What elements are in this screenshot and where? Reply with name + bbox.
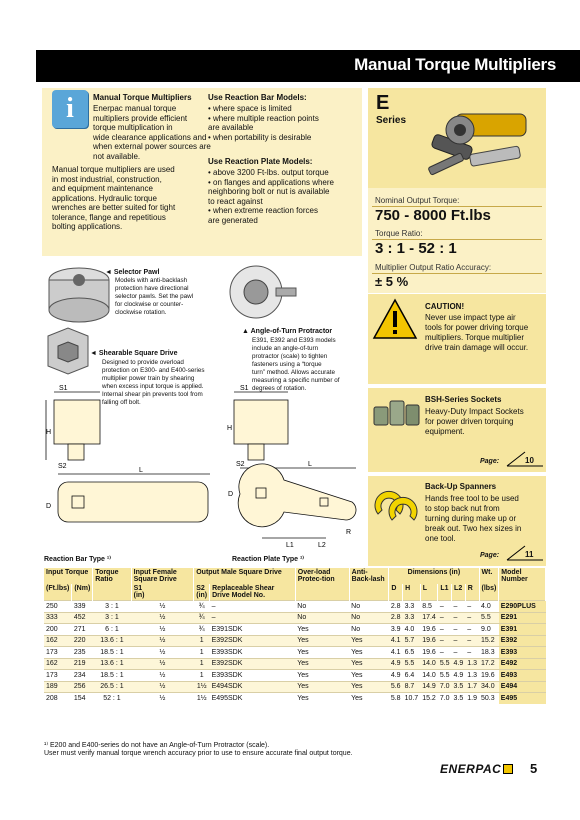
text-line: clockwise rotation. <box>115 309 167 316</box>
table-cell: 19.6 <box>420 624 438 636</box>
torque-ratio-label: Torque Ratio: <box>375 229 423 238</box>
text-line: degrees of rotation. <box>252 385 307 392</box>
table-cell: 13.6 : 1 <box>93 635 131 647</box>
sockets-image <box>372 395 422 433</box>
series-label: Series <box>376 115 407 126</box>
table-row <box>44 658 546 670</box>
table-cell: Yes <box>349 647 389 659</box>
model-number-cell: E493 <box>499 670 546 682</box>
table-row <box>44 601 546 613</box>
table-cell: 1 <box>194 670 210 682</box>
text-line: turning during make up or <box>425 514 517 523</box>
table-cell: E391SDK <box>210 624 296 636</box>
table-cell: 3 : 1 <box>93 601 131 613</box>
table-row <box>44 647 546 659</box>
table-cell: 5.5 <box>438 670 452 682</box>
table-cell: 1.3 <box>465 658 479 670</box>
bsh-page-label: Page: <box>480 458 500 465</box>
text-line: Internal shear pin prevents tool from <box>102 391 203 398</box>
col-overload: Over-load Protec-tion <box>295 568 349 601</box>
model-number-cell: E291 <box>499 612 546 624</box>
table-cell: 15.2 <box>420 693 438 705</box>
model-number-cell: E494 <box>499 681 546 693</box>
table-cell: 10.7 <box>403 693 421 705</box>
text-line: neighboring bolt or nut is available <box>208 187 330 196</box>
text-line: turn” method. Allows accurate <box>252 369 335 376</box>
dim-label-l2: L2 <box>318 542 326 549</box>
dim-label-d: D <box>46 503 52 510</box>
table-cell: 5.7 <box>403 635 421 647</box>
table-cell: Yes <box>295 635 349 647</box>
table-cell: 15.2 <box>479 635 499 647</box>
table-cell: Yes <box>295 693 349 705</box>
table-cell: 333 <box>44 612 72 624</box>
col-model: Model Number <box>499 568 546 601</box>
table-cell: 1 <box>194 647 210 659</box>
text-line: • on flanges and applications where <box>208 177 334 187</box>
text-line: break out. Two hex sizes in <box>425 524 522 533</box>
col-s1: S1 (in) <box>131 584 194 601</box>
table-cell: ½ <box>131 681 194 693</box>
table-cell: 3 : 1 <box>93 612 131 624</box>
table-cell: E393SDK <box>210 670 296 682</box>
table-cell: 173 <box>44 670 72 682</box>
backup-title: Back-Up Spanners <box>425 482 497 491</box>
accuracy-label: Multiplier Output Ratio Accuracy: <box>375 263 492 272</box>
col-lbs: (lbs) <box>479 584 499 601</box>
table-cell: 19.6 <box>479 670 499 682</box>
text-line: are available <box>208 123 254 132</box>
col-replaceable: Replaceable Shear Drive Model No. <box>210 584 296 601</box>
col-nm: (Nm) <box>72 584 93 601</box>
text-line: Never use impact type air <box>425 313 516 322</box>
table-cell: 4.9 <box>452 658 466 670</box>
bsh-title: BSH-Series Sockets <box>425 395 502 404</box>
table-cell: No <box>349 601 389 613</box>
table-cell: 173 <box>44 647 72 659</box>
table-cell: 162 <box>44 635 72 647</box>
dim-label-r: R <box>346 529 352 536</box>
table-row <box>44 681 546 693</box>
table-cell: 200 <box>44 624 72 636</box>
table-cell: 1.3 <box>465 670 479 682</box>
text-line: protection have directional <box>115 285 189 292</box>
protractor-image <box>222 262 298 326</box>
col-d: D <box>389 584 403 601</box>
table-cell: ½ <box>131 635 194 647</box>
text-line: equipment. <box>425 427 465 436</box>
text-line: and equipment maintenance <box>52 184 153 193</box>
table-cell: Yes <box>349 681 389 693</box>
text-line: are generated <box>208 215 258 225</box>
table-cell: ½ <box>131 693 194 705</box>
table-row <box>44 612 546 624</box>
table-cell: Yes <box>295 670 349 682</box>
col-l1: L1 <box>438 584 452 601</box>
selector-pawl-title: ◄ Selector Pawl <box>105 269 160 276</box>
table-cell: 6.4 <box>403 670 421 682</box>
table-cell: 17.2 <box>479 658 499 670</box>
text-line: multipliers provide efficient <box>93 113 188 123</box>
reaction-bar-heading: Use Reaction Bar Models: <box>208 93 307 102</box>
col-torque-ratio: Torque Ratio <box>93 568 131 601</box>
table-cell: 4.0 <box>403 624 421 636</box>
table-cell: 3.3 <box>403 601 421 613</box>
table-cell: 4.1 <box>389 635 403 647</box>
table-cell: 208 <box>44 693 72 705</box>
table-cell: 19.6 <box>420 647 438 659</box>
table-cell: 18.5 : 1 <box>93 647 131 659</box>
table-row <box>44 635 546 647</box>
multiplier-product-image <box>426 100 542 180</box>
table-cell: 8.7 <box>403 681 421 693</box>
table-cell: 13.6 : 1 <box>93 658 131 670</box>
table-cell: 1.7 <box>465 681 479 693</box>
model-number-cell: E393 <box>499 647 546 659</box>
table-cell: 1½ <box>194 681 210 693</box>
table-cell: – <box>452 612 466 624</box>
table-cell: 7.0 <box>438 693 452 705</box>
col-s2: S2 (in) <box>194 584 210 601</box>
table-cell: ½ <box>131 612 194 624</box>
text-line: for clockwise or counter- <box>115 301 184 308</box>
reaction-plate-heading: Use Reaction Plate Models: <box>208 157 313 166</box>
info-icon: i <box>52 90 88 128</box>
warning-icon <box>372 298 418 340</box>
model-number-cell: E492 <box>499 658 546 670</box>
text-line: drive train damage will occur. <box>425 343 529 352</box>
table-cell: 1.9 <box>465 693 479 705</box>
table-cell: ½ <box>131 647 194 659</box>
table-cell: No <box>295 601 349 613</box>
table-cell: 220 <box>72 635 93 647</box>
text-line: Designed to provide overload <box>102 359 184 366</box>
text-line: wrenches are better suited for tight <box>52 203 176 212</box>
table-cell: 17.4 <box>420 612 438 624</box>
col-h: H <box>403 584 421 601</box>
table-cell: 339 <box>72 601 93 613</box>
table-cell: 4.0 <box>479 601 499 613</box>
reaction-plate-drawing <box>226 384 366 552</box>
table-cell: 4.1 <box>389 647 403 659</box>
table-cell: 5.5 <box>479 612 499 624</box>
table-row <box>44 693 546 705</box>
table-cell: Yes <box>349 670 389 682</box>
table-cell: 3.5 <box>452 693 466 705</box>
text-line: to react against <box>208 196 263 206</box>
dim-label-l1: L1 <box>286 542 294 549</box>
table-cell: 8.5 <box>420 601 438 613</box>
model-number-cell: E495 <box>499 693 546 705</box>
text-line: tools for power driving torque <box>425 323 529 332</box>
text-line: Hands free tool to be used <box>425 494 519 503</box>
accuracy-value: ± 5 % <box>375 274 409 289</box>
table-cell: 14.0 <box>420 658 438 670</box>
info-title: Manual Torque Multipliers <box>93 93 192 102</box>
table-cell: 6 : 1 <box>93 624 131 636</box>
text-line: bolting applications. <box>52 222 123 231</box>
text-line: E391, E392 and E393 models <box>252 337 336 344</box>
text-line: applications. Hydraulic torque <box>52 193 157 203</box>
dim-label-l: L <box>308 461 312 468</box>
dim-label-s2: S2 <box>236 461 245 468</box>
table-cell: 4.9 <box>389 658 403 670</box>
text-line: in most industrial, construction, <box>52 174 162 184</box>
table-cell: 154 <box>72 693 93 705</box>
bsh-page-number[interactable]: 10 <box>525 456 534 465</box>
text-line: torque multiplication in <box>93 123 173 132</box>
table-cell: – <box>452 601 466 613</box>
col-dimensions: Dimensions (in) <box>389 568 479 584</box>
table-cell: No <box>349 612 389 624</box>
text-line: protection on E300- and E400-series <box>102 367 205 374</box>
text-line: • when portability is desirable <box>208 132 312 142</box>
table-cell: ¾ <box>194 624 210 636</box>
reaction-plate-caption: Reaction Plate Type ¹⁾ <box>232 556 304 563</box>
table-cell: 5.6 <box>389 681 403 693</box>
text-line: Manual torque multipliers are used <box>52 165 175 174</box>
table-cell: 9.0 <box>479 624 499 636</box>
text-line: • when extreme reaction forces <box>208 206 318 215</box>
table-cell: 4.9 <box>452 670 466 682</box>
table-cell: Yes <box>349 635 389 647</box>
table-cell: E495SDK <box>210 693 296 705</box>
dim-label-s1: S1 <box>59 385 68 392</box>
text-line: • where space is limited <box>208 104 292 113</box>
dim-label-d: D <box>228 491 234 498</box>
text-line: tolerance, flange and repetitious <box>52 212 166 222</box>
text-line: Enerpac manual torque <box>93 104 177 113</box>
table-cell: 250 <box>44 601 72 613</box>
protractor-title: ▲ Angle-of-Turn Protractor <box>242 328 333 335</box>
table-cell: 1 <box>194 658 210 670</box>
table-cell: 3.5 <box>452 681 466 693</box>
text-line: for power driven torquing <box>425 417 514 426</box>
table-cell: – <box>438 647 452 659</box>
text-line: when external power sources are <box>93 142 211 151</box>
col-l2: L2 <box>452 584 466 601</box>
series-letter: E <box>376 92 390 114</box>
table-cell: – <box>452 647 466 659</box>
table-cell: Yes <box>295 681 349 693</box>
table-cell: No <box>295 612 349 624</box>
model-number-cell: E290PLUS <box>499 601 546 613</box>
dim-label-l: L <box>139 467 143 474</box>
table-cell: E392SDK <box>210 635 296 647</box>
table-cell: – <box>465 601 479 613</box>
table-cell: 219 <box>72 658 93 670</box>
table-cell: Yes <box>349 693 389 705</box>
table-cell: 18.3 <box>479 647 499 659</box>
table-cell: 162 <box>44 658 72 670</box>
table-cell: – <box>438 635 452 647</box>
table-cell: No <box>349 624 389 636</box>
enerpac-logo: ENERPAC <box>440 762 513 776</box>
table-cell: 256 <box>72 681 93 693</box>
text-line: not available. <box>93 151 141 161</box>
table-cell: ½ <box>131 670 194 682</box>
table-cell: – <box>438 612 452 624</box>
table-cell: E393SDK <box>210 647 296 659</box>
table-row <box>44 624 546 636</box>
header-bar <box>0 50 580 82</box>
table-cell: 34.0 <box>479 681 499 693</box>
text-line: fasteners using a “torque <box>252 361 322 368</box>
brand-square-icon <box>503 764 513 774</box>
dim-label-s1: S1 <box>240 385 249 392</box>
col-input-female: Input Female Square Drive <box>131 568 194 584</box>
table-cell: 6.5 <box>403 647 421 659</box>
table-cell: ½ <box>131 658 194 670</box>
table-cell: 50.3 <box>479 693 499 705</box>
table-cell: 26.5 : 1 <box>93 681 131 693</box>
square-drive-image <box>44 324 92 378</box>
table-cell: Yes <box>295 658 349 670</box>
model-number-cell: E391 <box>499 624 546 636</box>
dim-label-s2: S2 <box>58 463 67 470</box>
col-input-torque: Input Torque <box>44 568 93 584</box>
table-cell: 4.9 <box>389 670 403 682</box>
text-line: • above 3200 Ft-lbs. output torque <box>208 168 329 177</box>
nominal-torque-value: 750 - 8000 Ft.lbs <box>375 207 491 224</box>
page-title: Manual Torque Multipliers <box>354 55 556 74</box>
table-cell: – <box>465 647 479 659</box>
table-cell: – <box>452 624 466 636</box>
text-line: measuring a specific number of <box>252 377 340 384</box>
col-wt: Wt. <box>479 568 499 584</box>
specifications-table <box>44 568 546 704</box>
table-cell: 52 : 1 <box>93 693 131 705</box>
table-cell: 5.5 <box>403 658 421 670</box>
table-cell: 189 <box>44 681 72 693</box>
text-line: one tool. <box>425 534 456 543</box>
col-antiback: Anti-Back-lash <box>349 568 389 601</box>
table-cell: 235 <box>72 647 93 659</box>
table-cell: 5.5 <box>438 658 452 670</box>
text-line: multiplier power train by shearing <box>102 375 195 382</box>
table-cell: E494SDK <box>210 681 296 693</box>
table-cell: 3.9 <box>389 624 403 636</box>
model-number-cell: E392 <box>499 635 546 647</box>
caution-title: CAUTION! <box>425 302 465 311</box>
table-cell: – <box>465 635 479 647</box>
table-cell: – <box>438 624 452 636</box>
footnote-1: ¹⁾ E200 and E400-series do not have an Angle-of-Turn Protractor (scale). <box>44 742 270 749</box>
table-cell: ¾ <box>194 601 210 613</box>
table-cell: 271 <box>72 624 93 636</box>
text-line: multipliers. Torque multiplier <box>425 333 524 342</box>
table-cell: 452 <box>72 612 93 624</box>
reaction-bar-caption: Reaction Bar Type ¹⁾ <box>44 556 111 563</box>
table-cell: – <box>465 612 479 624</box>
text-line: falling off bolt. <box>102 399 141 406</box>
table-cell: Yes <box>295 624 349 636</box>
table-cell: 14.0 <box>420 670 438 682</box>
col-output-male: Output Male Square Drive <box>194 568 296 584</box>
text-line: Heavy-Duty Impact Sockets <box>425 407 524 416</box>
table-cell: E392SDK <box>210 658 296 670</box>
table-cell: Yes <box>349 658 389 670</box>
table-cell: ¾ <box>194 612 210 624</box>
table-cell: 5.8 <box>389 693 403 705</box>
text-line: wide clearance applications and <box>93 132 207 142</box>
col-l: L <box>420 584 438 601</box>
table-cell: 1½ <box>194 693 210 705</box>
backup-page-label: Page: <box>480 552 500 559</box>
backup-page-number[interactable]: 11 <box>525 550 534 559</box>
torque-ratio-value: 3 : 1 - 52 : 1 <box>375 240 457 257</box>
selector-pawl-image <box>44 262 114 324</box>
table-row <box>44 670 546 682</box>
table-cell: 3.3 <box>403 612 421 624</box>
col-ftlbs: (Ft.lbs) <box>44 584 72 601</box>
table-cell: – <box>452 635 466 647</box>
table-cell: Yes <box>295 647 349 659</box>
table-cell: 7.0 <box>438 681 452 693</box>
table-cell: 19.6 <box>420 635 438 647</box>
table-cell: – <box>210 612 296 624</box>
nominal-torque-label: Nominal Output Torque: <box>375 196 460 205</box>
table-cell: 2.8 <box>389 601 403 613</box>
table-cell: 14.9 <box>420 681 438 693</box>
reaction-bar-drawing <box>44 384 214 552</box>
page-number: 5 <box>530 761 538 776</box>
table-cell: – <box>438 601 452 613</box>
text-line: include an angle-of-turn <box>252 345 319 352</box>
spanners-image <box>372 484 422 528</box>
text-line: • where multiple reaction points <box>208 113 319 123</box>
table-cell: 1 <box>194 635 210 647</box>
table-cell: – <box>465 624 479 636</box>
footnote-2: User must verify manual torque wrench accuracy prior to use to ensure accurate final output torque. <box>44 750 353 757</box>
col-r: R <box>465 584 479 601</box>
dim-label-h: H <box>46 429 52 436</box>
text-line: Models with anti-backlash <box>115 277 188 284</box>
table-cell: ½ <box>131 601 194 613</box>
text-line: protractor (scale) to tighten <box>252 353 328 360</box>
table-cell: – <box>210 601 296 613</box>
table-cell: ½ <box>131 624 194 636</box>
table-cell: 234 <box>72 670 93 682</box>
table-cell: 2.8 <box>389 612 403 624</box>
dim-label-h: H <box>227 425 233 432</box>
square-drive-title: ◄ Shearable Square Drive <box>90 350 178 357</box>
text-line: to stop back nut from <box>425 504 500 513</box>
table-cell: 18.5 : 1 <box>93 670 131 682</box>
text-line: selector pawls. Set the pawl <box>115 293 194 300</box>
text-line: when excess input torque is applied. <box>102 383 204 390</box>
